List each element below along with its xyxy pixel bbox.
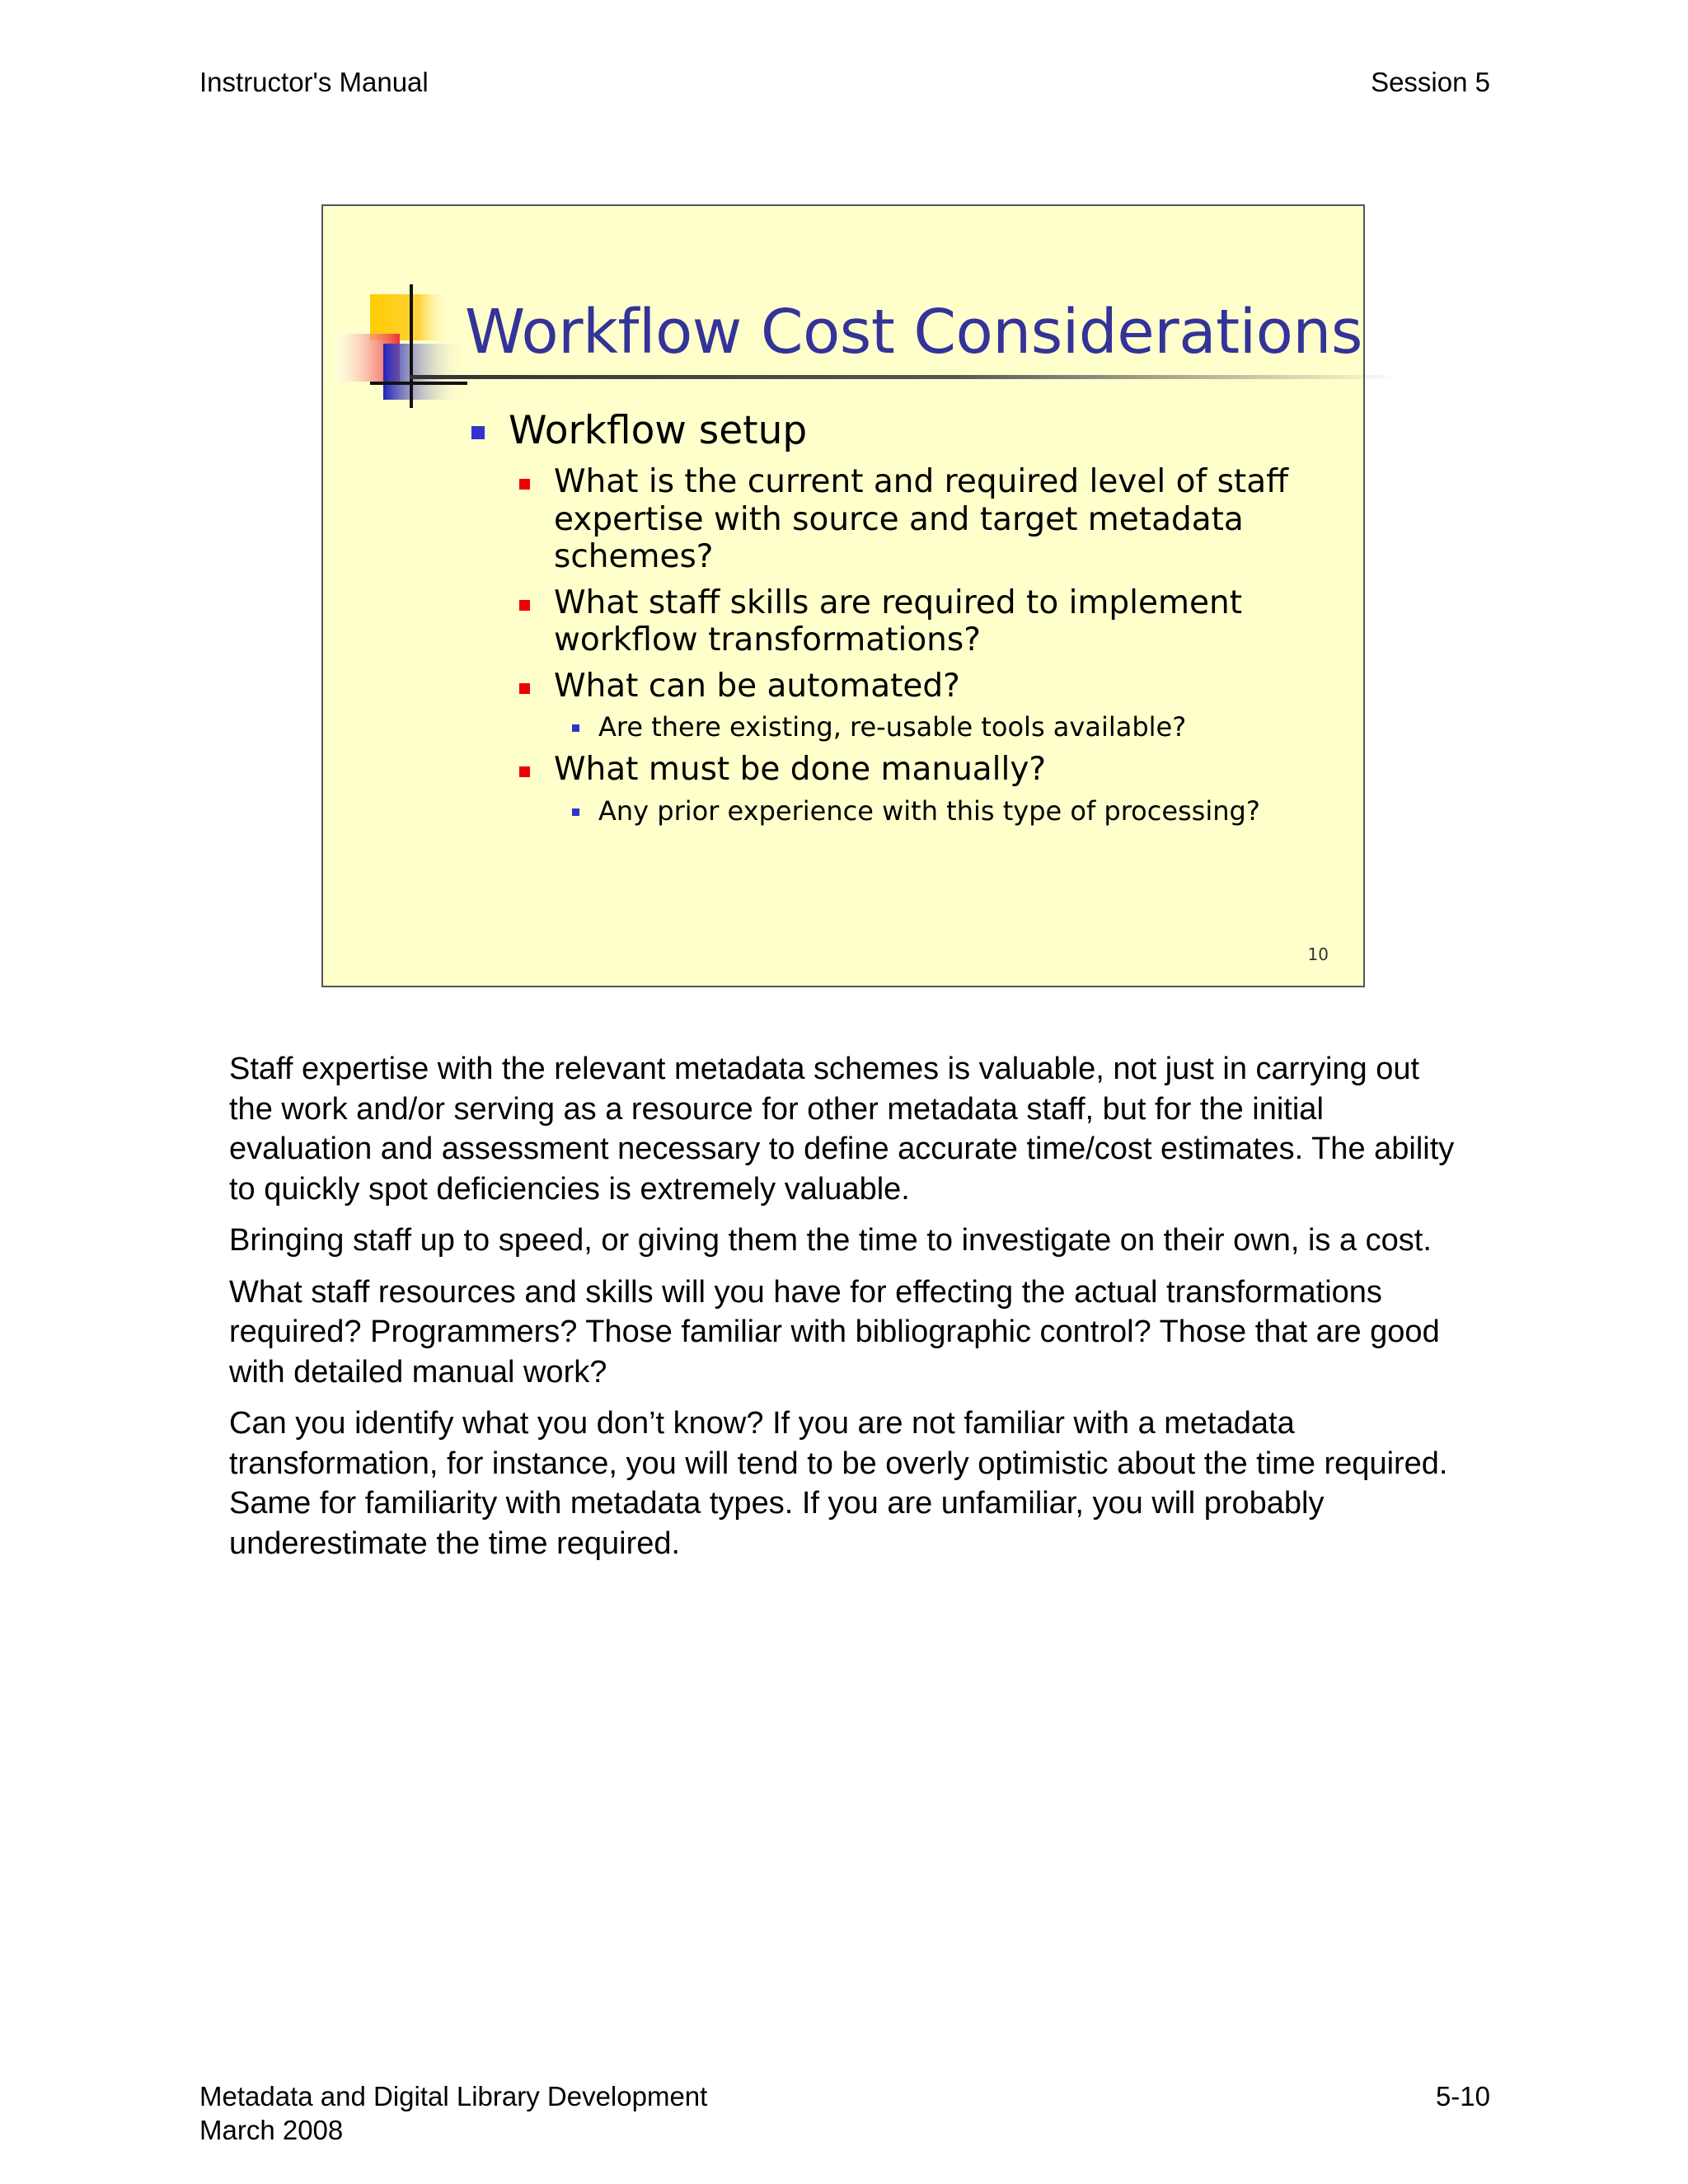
bullet-manual xyxy=(554,751,1046,789)
bullet-square-icon xyxy=(519,479,530,490)
bullet-text: schemes? xyxy=(554,538,714,575)
bullet-square-icon xyxy=(519,766,530,777)
notes-paragraph: What staff resources and skills will you have for effecting the actual transformations required? Programmers? Those familiar with bibliographic control? Those that are good with detailed manual work? xyxy=(229,1274,1440,1390)
footer-page-number: 5-10 xyxy=(1435,2081,1490,2111)
header-right: Session 5 xyxy=(1371,67,1490,97)
bullet-staff-skills xyxy=(554,584,1242,622)
footer-left xyxy=(199,2079,707,2147)
bullet-staff-expertise-cont xyxy=(554,538,713,576)
bullet-square-icon xyxy=(572,808,579,816)
bullet-staff-expertise-cont xyxy=(554,501,1244,539)
speaker-notes xyxy=(229,1049,1465,1575)
bullet-text: Workflow setup xyxy=(509,408,808,453)
slide-title: Workflow Cost Considerations xyxy=(465,297,1362,368)
bullet-text: What can be automated? xyxy=(554,668,960,705)
title-divider xyxy=(410,375,1399,379)
footer-title: Metadata and Digital Library Development xyxy=(199,2081,708,2111)
header-left: Instructor's Manual xyxy=(199,67,429,97)
footer-date: March 2008 xyxy=(199,2115,344,2145)
bullet-text: What must be done manually? xyxy=(554,751,1047,788)
bullet-text: Any prior experience with this type of processing? xyxy=(598,795,1260,827)
bullet-text: What staff skills are required to implement xyxy=(554,584,1242,621)
bullet-text: expertise with source and target metadata xyxy=(554,501,1244,538)
bullet-prior-experience xyxy=(598,794,1260,827)
notes-paragraph: Can you identify what you don’t know? If you are not familiar with a metadata transformation, for instance, you will tend to be overly optimistic about the time required. Same for familiarity with metadata types. If you are unfamiliar, you will probably underestimate the time required. xyxy=(229,1406,1448,1561)
bullet-reusable-tools xyxy=(598,710,1186,743)
notes-paragraph: Bringing staff up to speed, or giving them the time to investigate on their own, is a cost. xyxy=(229,1223,1432,1258)
bullet-workflow-setup xyxy=(509,408,807,454)
bullet-staff-expertise xyxy=(554,463,1288,501)
bullet-square-icon xyxy=(572,724,579,732)
slide-number: 10 xyxy=(1307,944,1329,964)
slide-logo-icon xyxy=(335,284,467,408)
bullet-staff-skills-cont xyxy=(554,621,981,659)
slide-frame xyxy=(321,204,1365,987)
bullet-square-icon xyxy=(471,426,485,439)
bullet-text: Are there existing, re-usable tools available? xyxy=(598,711,1187,743)
notes-paragraph: Staff expertise with the relevant metadata schemes is valuable, not just in carrying out the work and/or serving as a resource for other metadata staff, but for the initial evaluation and assessment necessary to define accurate time/cost estimates. The ability to quickly spot deficiencies is extremely valuable. xyxy=(229,1052,1455,1207)
bullet-square-icon xyxy=(519,683,530,694)
bullet-text: What is the current and required level of staff xyxy=(554,463,1288,500)
bullet-text: workflow transformations? xyxy=(554,621,981,658)
bullet-square-icon xyxy=(519,600,530,611)
bullet-automated xyxy=(554,668,960,705)
